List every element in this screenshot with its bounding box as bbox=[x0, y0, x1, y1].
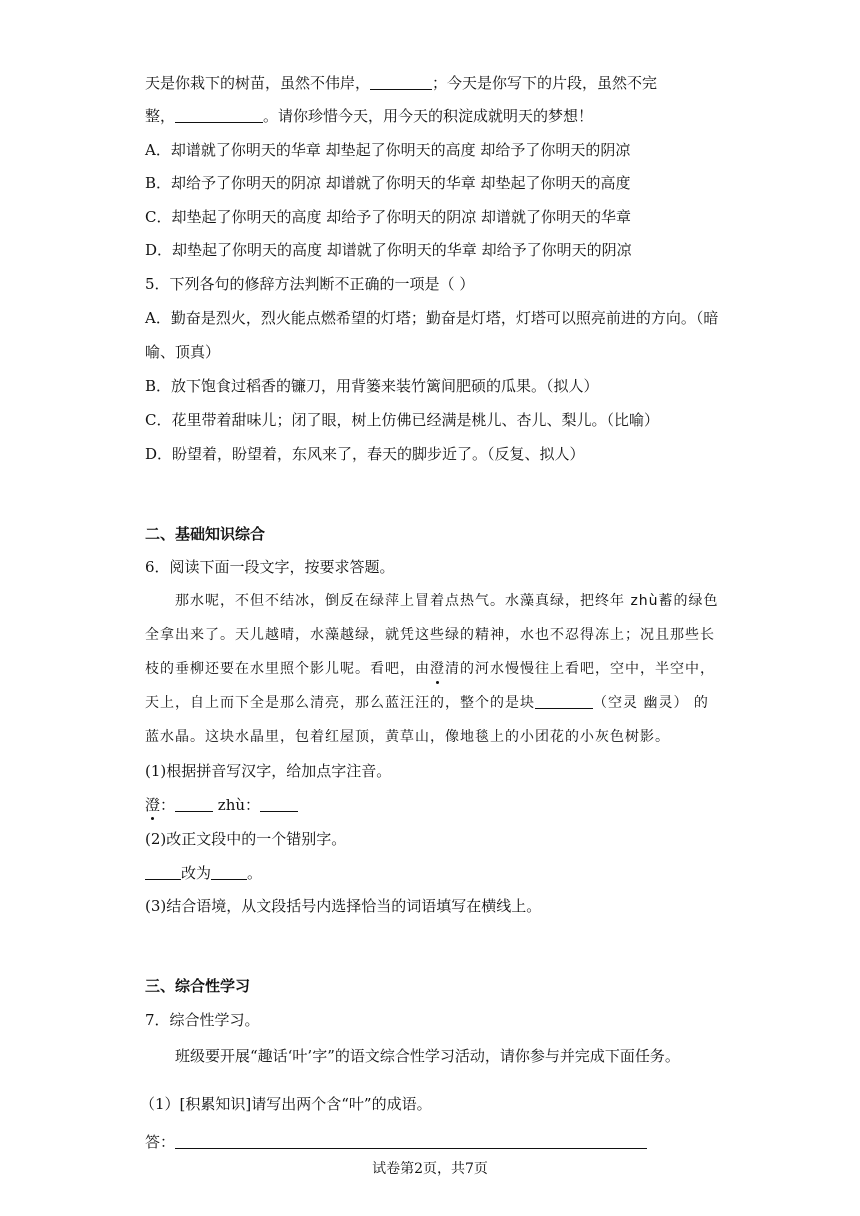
section-2-heading: 二、基础知识综合 bbox=[145, 525, 266, 543]
q4-text-part: 天是你栽下的树苗，虽然不伟岸， bbox=[145, 74, 371, 92]
answer-blank[interactable] bbox=[175, 1134, 647, 1149]
q4-text-part: 。请你珍惜今天，用今天的积淀成就明天的梦想！ bbox=[263, 107, 594, 125]
label-text: ： bbox=[160, 796, 176, 814]
dotted-character: 澄 bbox=[430, 661, 445, 677]
passage-text: （空灵 幽灵） 的 bbox=[593, 695, 709, 711]
passage-text: 枝的垂柳还要在水里照个影儿呢。看吧，由 bbox=[145, 661, 430, 677]
answer-blank[interactable] bbox=[260, 797, 298, 812]
q5-option-a-line-2: 喻、顶真） bbox=[145, 343, 221, 361]
q6-subquestion-1-answer bbox=[145, 795, 298, 815]
q4-option-c: C．却垫起了你明天的高度 却给予了你明天的阴凉 却谱就了你明天的华章 bbox=[145, 208, 632, 226]
q4-option-d: D．却垫起了你明天的高度 却谱就了你明天的华章 却给予了你明天的阴凉 bbox=[145, 241, 632, 259]
q4-option-b: B．却给予了你明天的阴凉 却谱就了你明天的华章 却垫起了你明天的高度 bbox=[145, 174, 631, 192]
q6-passage-line-2: 全拿出来了。天儿越晴，水藻越绿，就凭这些绿的精神，水也不忍得冻上；况且那些长 bbox=[145, 627, 715, 643]
q5-option-a-line-1: A．勤奋是烈火，烈火能点燃希望的灯塔；勤奋是灯塔，灯塔可以照亮前进的方向。（暗 bbox=[145, 309, 719, 327]
q6-passage-line-1: 那水呢，不但不结冰，倒反在绿萍上冒着点热气。水藻真绿，把终年 zhù蓄的绿色 bbox=[175, 593, 719, 609]
q7-stem: 7．综合性学习。 bbox=[145, 1011, 260, 1029]
q6-passage-line-3 bbox=[145, 659, 715, 679]
q6-subquestion-2: (2)改正文段中的一个错别字。 bbox=[145, 830, 347, 848]
q5-option-b: B．放下饱食过稻香的镰刀，用背篓来装竹篱间肥硕的瓜果。（拟人） bbox=[145, 377, 599, 395]
q4-option-a: A．却谱就了你明天的华章 却垫起了你明天的高度 却给予了你明天的阴凉 bbox=[145, 141, 631, 159]
label-text: 。 bbox=[247, 864, 263, 882]
answer-blank[interactable] bbox=[535, 694, 593, 709]
page-footer: 试卷第2页，共7页 bbox=[372, 1161, 488, 1177]
q5-option-c: C．花里带着甜味儿；闭了眼，树上仿佛已经满是桃儿、杏儿、梨儿。（比喻） bbox=[145, 411, 659, 429]
q6-stem: 6．阅读下面一段文字，按要求答题。 bbox=[145, 558, 395, 576]
passage-text: 清的河水慢慢往上看吧，空中，半空中， bbox=[445, 661, 715, 677]
section-3-heading: 三、综合性学习 bbox=[145, 977, 251, 995]
answer-blank[interactable] bbox=[370, 75, 432, 90]
passage-text: 天上，自上而下全是那么清亮，那么蓝汪汪的，整个的是块 bbox=[145, 695, 535, 711]
q4-text-line-2 bbox=[145, 106, 593, 126]
label-text: 改为 bbox=[181, 864, 212, 882]
q4-text-part: ；今天是你写下的片段，虽然不完 bbox=[432, 74, 658, 92]
answer-blank[interactable] bbox=[175, 797, 213, 812]
dotted-character: 澄 bbox=[145, 796, 161, 814]
q4-text-part: 整， bbox=[145, 107, 176, 125]
q6-subquestion-3: (3)结合语境，从文段括号内选择恰当的词语填写在横线上。 bbox=[145, 897, 542, 915]
q4-text-line-1 bbox=[145, 73, 657, 93]
q6-subquestion-1: (1)根据拼音写汉字，给加点字注音。 bbox=[145, 762, 392, 780]
q5-stem: 5．下列各句的修辞方法判断不正确的一项是（ ） bbox=[145, 275, 475, 293]
answer-label: 答： bbox=[145, 1133, 176, 1151]
label-text: zhù： bbox=[213, 796, 261, 814]
answer-blank[interactable] bbox=[211, 865, 247, 880]
q6-passage-line-4 bbox=[145, 693, 709, 713]
q7-answer-line bbox=[145, 1132, 647, 1152]
answer-blank[interactable] bbox=[145, 865, 181, 880]
q7-intro: 班级要开展“趣话‘叶’字”的语文综合性学习活动，请你参与并完成下面任务。 bbox=[175, 1047, 680, 1065]
answer-blank[interactable] bbox=[175, 108, 263, 123]
q6-passage-line-5: 蓝水晶。这块水晶里，包着红屋顶，黄草山，像地毯上的小团花的小灰色树影。 bbox=[145, 729, 670, 745]
q7-task-1: （1）[积累知识]请写出两个含“叶”的成语。 bbox=[140, 1095, 432, 1113]
q6-subquestion-2-answer bbox=[145, 863, 262, 883]
q5-option-d: D．盼望着，盼望着，东风来了，春天的脚步近了。（反复、拟人） bbox=[145, 445, 585, 463]
